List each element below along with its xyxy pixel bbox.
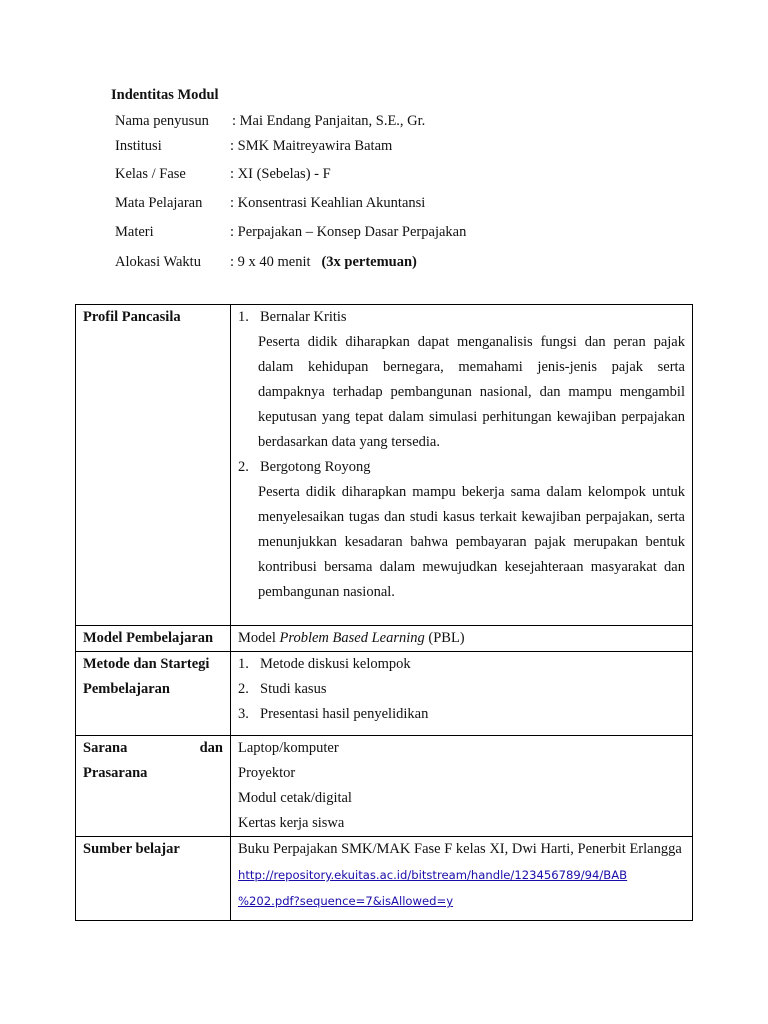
label-cell: Profil Pancasila [76, 305, 231, 626]
list-item: Modul cetak/digital [238, 790, 352, 806]
item-description: Peserta didik diharapkan mampu bekerja sama dalam kelompok untuk menyelesaikan tugas dan studi kasus terkait kewajiban perpajakan, serta menunjukkan kesadaran bahwa pembayaran pajak merupakan bentuk kontribusi bersama dalam mewujudkan kesejahteraan masyarakat dan pembangunan nasional. [258, 484, 685, 600]
list-item: Proyektor [238, 765, 296, 781]
source-text: Buku Perpajakan SMK/MAK Fase F kelas XI, Dwi Harti, Penerbit Erlangga [238, 841, 682, 857]
identity-label: Kelas / Fase [115, 166, 186, 182]
meeting-count: (3x pertemuan) [321, 254, 417, 270]
identity-label: Nama penyusun [115, 113, 209, 129]
list-item: Kertas kerja siswa [238, 815, 345, 831]
item-title: Bergotong Royong [260, 459, 371, 475]
list-item: Laptop/komputer [238, 740, 339, 756]
content-cell [231, 305, 693, 626]
row-model [76, 626, 693, 652]
identity-label: Materi [115, 224, 154, 240]
row-sarana [76, 736, 693, 837]
content-cell [231, 837, 693, 921]
list-item: 1. Metode diskusi kelompok [238, 656, 411, 672]
identity-value: : SMK Maitreyawira Batam [230, 138, 393, 154]
row-profil-pancasila [76, 305, 693, 626]
content-cell [231, 736, 693, 837]
source-link[interactable]: http://repository.ekuitas.ac.id/bitstream/handle/123456789/94/BAB %202.pdf?sequence=7&isAllowed=y [238, 868, 628, 908]
label-cell: Metode dan Startegi Pembelajaran [76, 652, 231, 736]
module-table [75, 304, 693, 921]
identity-value: : Konsentrasi Keahlian Akuntansi [230, 195, 426, 211]
content-cell [231, 652, 693, 736]
identity-label: Alokasi Waktu [115, 254, 201, 270]
identity-value: : Mai Endang Panjaitan, S.E., Gr. [232, 113, 426, 129]
identity-label: Institusi [115, 138, 162, 154]
content-cell: Model Problem Based Learning (PBL) [231, 626, 693, 652]
label-cell: Sumber belajar [76, 837, 231, 921]
identity-title: Indentitas Modul [111, 87, 219, 103]
list-item: 2. Bergotong Royong [238, 459, 371, 475]
item-title: Bernalar Kritis [260, 309, 347, 325]
list-item: 1. Bernalar Kritis [238, 309, 347, 325]
row-sumber [76, 837, 693, 921]
label-cell: Model Pembelajaran [76, 626, 231, 652]
item-description: Peserta didik diharapkan dapat menganalisis fungsi dan peran pajak dalam kehidupan bernegara, memahami jenis-jenis pajak serta dampaknya terhadap pembangunan nasional, dan mampu mengambil keputusan yang tepat dalam simulasi perhitungan kewajiban perpajakan berdasarkan data yang tersedia. [258, 334, 685, 450]
identity-value [230, 252, 417, 272]
identity-value: : Perpajakan – Konsep Dasar Perpajakan [230, 224, 467, 240]
identity-value: : XI (Sebelas) - F [230, 166, 331, 182]
list-item: 2. Studi kasus [238, 681, 327, 697]
time-allocation: : 9 x 40 menit [230, 254, 311, 270]
row-metode [76, 652, 693, 736]
identity-label: Mata Pelajaran [115, 195, 203, 211]
list-item: 3. Presentasi hasil penyelidikan [238, 706, 429, 722]
model-name: Problem Based Learning [279, 630, 425, 646]
label-cell: Sarana dan Prasarana [76, 736, 231, 837]
